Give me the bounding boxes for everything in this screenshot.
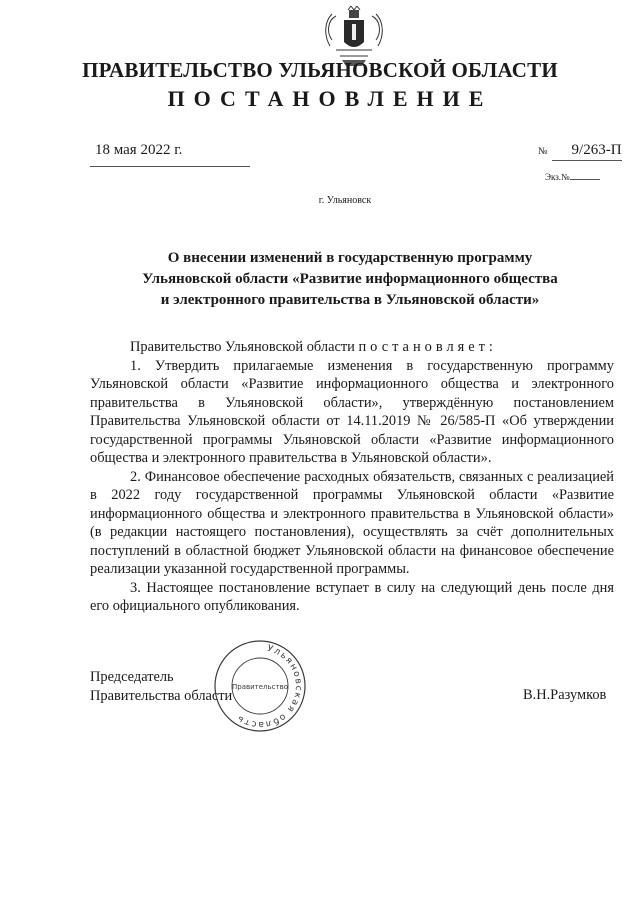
signatory-name: В.Н.Разумков — [523, 687, 607, 703]
official-stamp — [212, 638, 308, 734]
signatory-title-line1: Председатель — [90, 669, 174, 685]
number-symbol: № — [538, 146, 548, 157]
subject-line: О внесении изменений в государственную программу — [167, 250, 533, 266]
intro-prefix: Правительство Ульяновской области — [130, 339, 355, 355]
document-number — [538, 142, 622, 161]
body-paragraph-3: 3. Настоящее постановление вступает в силу на следующий день после дня его официального опубликования. — [90, 579, 614, 614]
document-date: 18 мая 2022 г. — [95, 142, 183, 158]
copy-label: Экз.№ — [545, 172, 570, 182]
copy-blank — [570, 179, 600, 180]
document-subject — [90, 248, 610, 311]
body-paragraph-2: 2. Финансовое обеспечение расходных обязательств, связанных с реализацией в 2022 году государственной программы Ульяновской области «Развитие информационного общества и электронного правительства в Ульяновской области» (в редакции настоящего постановления), осуществлять за счёт дополнительных поступлений в областной бюджет Ульяновской области на финансовое обеспечение реализации указанной государственной программы. — [90, 468, 614, 577]
intro-verb: постановляет: — [358, 339, 497, 355]
copy-number — [545, 172, 600, 182]
organization-heading: ПРАВИТЕЛЬСТВО УЛЬЯНОВСКОЙ ОБЛАСТИ — [82, 58, 558, 82]
city-line: г. Ульяновск — [318, 195, 372, 206]
subject-line: Ульяновской области «Развитие информационного общества — [142, 271, 558, 287]
body-paragraph-1: 1. Утвердить прилагаемые изменения в государственную программу Ульяновской области «Развитие информационного общества и электронного правительства в Ульяновской области», утверждённую постановлением Правительства Ульяновской области от 14.11.2019 № 26/585-П «Об утверждении государственной программы Ульяновской области «Развитие информационного общества и электронного правительства в Ульяновской области». — [90, 357, 614, 466]
date-underline — [90, 166, 250, 167]
number-value: 9/263-П — [552, 142, 622, 161]
document-type-title: ПОСТАНОВЛЕНИЕ — [167, 86, 493, 111]
signatory-title — [90, 668, 232, 706]
intro-paragraph — [90, 338, 614, 357]
svg-text:Ульяновская область: Ульяновская область — [234, 643, 304, 730]
subject-line: и электронного правительства в Ульяновской области» — [160, 292, 540, 308]
svg-text:Правительство: Правительство — [232, 683, 288, 691]
document-body — [90, 338, 614, 616]
signatory-title-line2: Правительства области — [90, 688, 233, 704]
